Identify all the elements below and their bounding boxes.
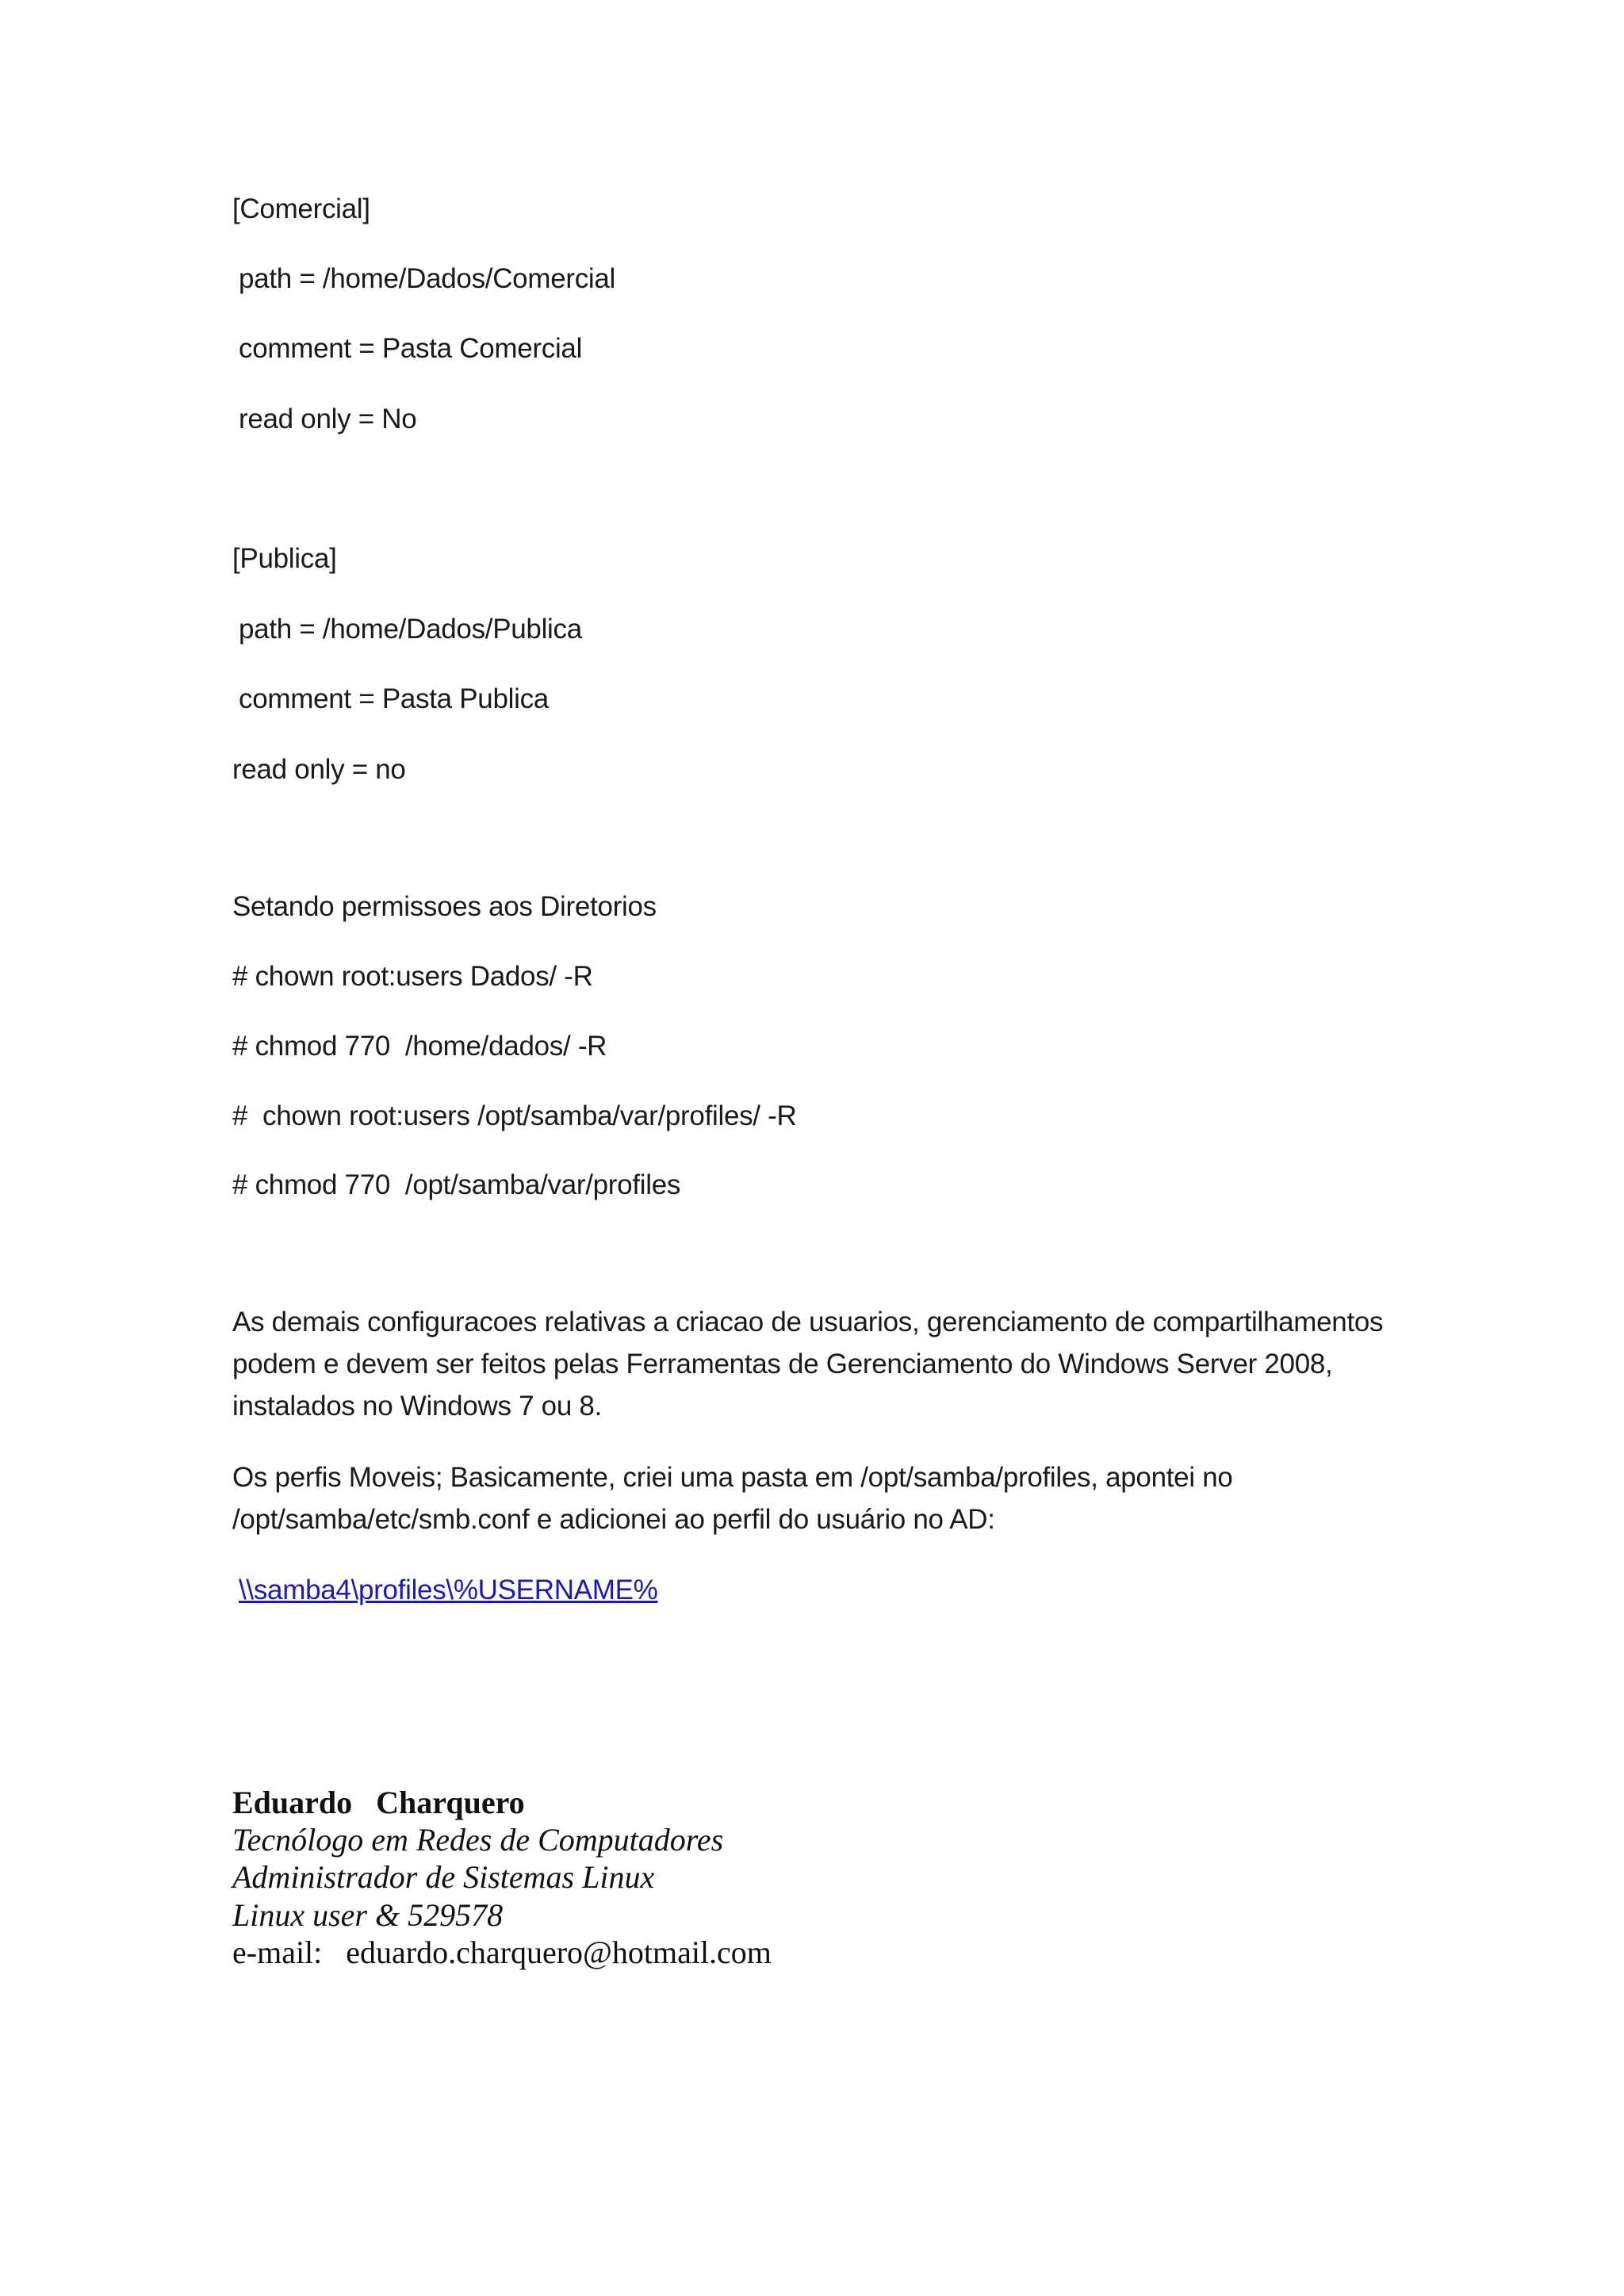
signature-email: e-mail: eduardo.charquero@hotmail.com (232, 1934, 772, 1970)
command-line: # chmod 770 /home/dados/ -R (232, 1031, 607, 1062)
command-line: # chown root:users Dados/ -R (232, 961, 593, 992)
signature-title: Administrador de Sistemas Linux (232, 1859, 655, 1895)
permissions-title: Setando permissoes aos Diretorios (232, 891, 657, 922)
signature-title: Linux user & 529578 (232, 1897, 504, 1933)
config-line-publica-readonly: read only = no (232, 754, 406, 785)
config-line-publica-comment: comment = Pasta Publica (239, 683, 549, 714)
signature-name: Eduardo Charquero (232, 1785, 525, 1820)
config-line-comercial-path: path = /home/Dados/Comercial (239, 263, 616, 294)
config-line-comercial-readonly: read only = No (239, 404, 417, 434)
section-header-publica: [Publica] (232, 543, 337, 574)
config-line-comercial-comment: comment = Pasta Comercial (239, 333, 583, 364)
paragraph-management-tools: As demais configuracoes relativas a criacao de usuarios, gerenciamento de compartilhamentos podem e devem ser feitos pelas Ferramentas de Gerenciamento do Windows Server 2008, instalados no Windows 7 ou 8. (232, 1307, 1384, 1422)
config-line-publica-path: path = /home/Dados/Publica (239, 614, 582, 645)
profile-path-link[interactable]: \\samba4\profiles\%USERNAME% (239, 1575, 658, 1605)
paragraph-roaming-profiles: Os perfis Moveis; Basicamente, criei uma pasta em /opt/samba/profiles, apontei no /opt/samba/etc/smb.conf e adicionei ao perfil do usuário no AD: (232, 1462, 1233, 1535)
command-line: # chmod 770 /opt/samba/var/profiles (232, 1169, 681, 1200)
command-line: # chown root:users /opt/samba/var/profiles/ -R (232, 1100, 797, 1131)
section-header-comercial: [Comercial] (232, 193, 370, 224)
signature-title: Tecnólogo em Redes de Computadores (232, 1822, 724, 1858)
